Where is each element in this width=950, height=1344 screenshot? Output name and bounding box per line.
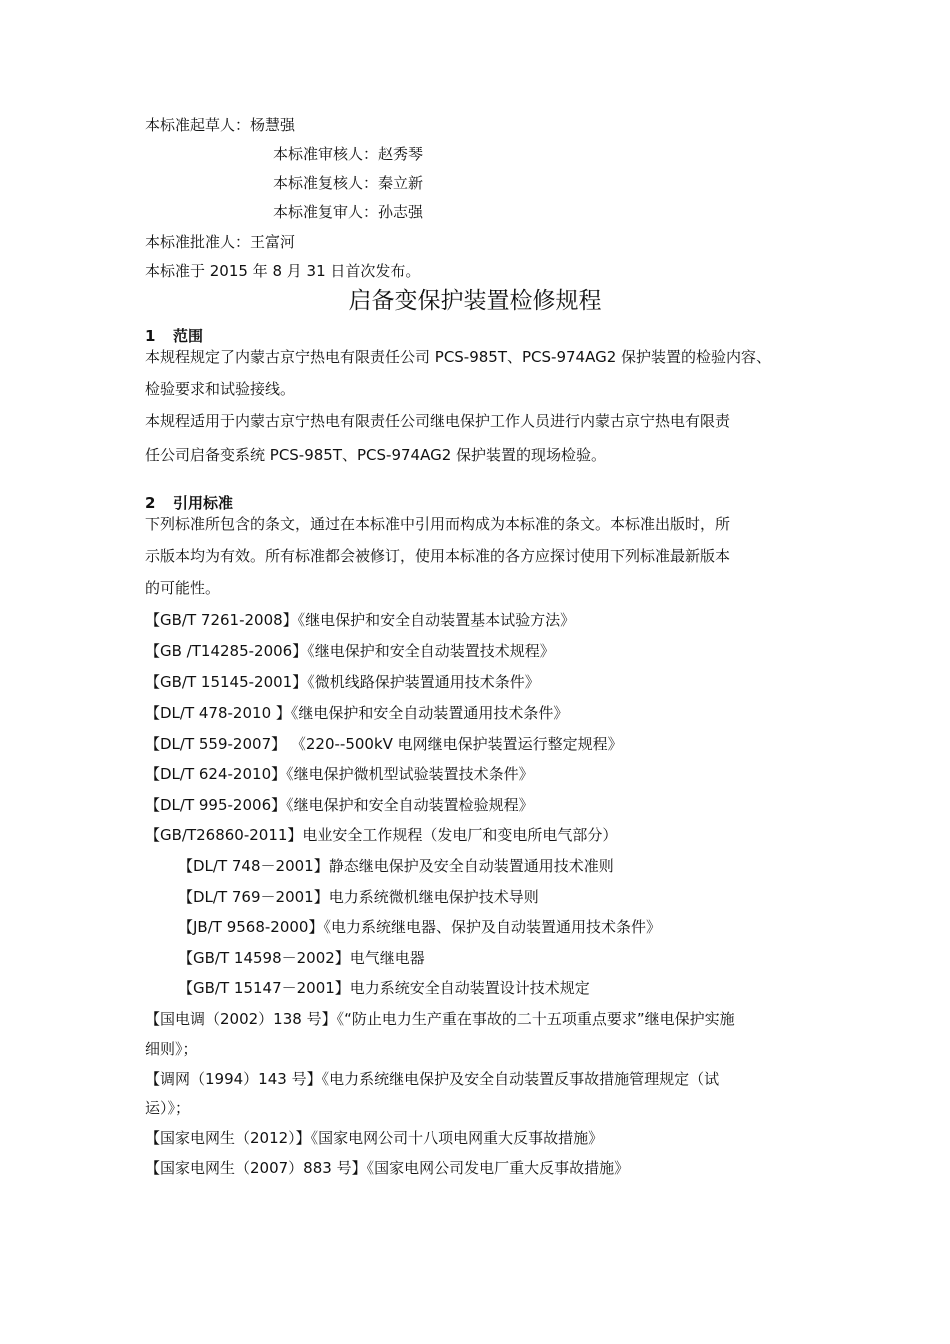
reference-item: 【GB /T14285-2006】《继电保护和安全自动装置技术规程》: [145, 642, 555, 660]
drafter-line: 本标准起草人：杨慧强: [145, 116, 296, 134]
reference-item: 【GB/T26860-2011】电业安全工作规程（发电厂和变电所电气部分）: [145, 826, 618, 844]
section-1-line: 检验要求和试验接线。: [145, 380, 296, 398]
rechecker-line: 本标准复核人：秦立新: [273, 174, 424, 192]
reference-item: 【JB/T 9568-2000】《电力系统继电器、保护及自动装置通用技术条件》: [178, 918, 661, 936]
reference-item: 【GB/T 15145-2001】《微机线路保护装置通用技术条件》: [145, 673, 540, 691]
reference-item-continued: 细则》；: [145, 1040, 198, 1058]
section-2-number: 2: [145, 494, 156, 512]
reference-item: 【DL/T 559-2007】 《220--500kV 电网继电保护装置运行整定规程》: [145, 735, 623, 753]
section-1-title: 范围: [173, 327, 204, 345]
reference-item: 【DL/T 748－2001】静态继电保护及安全自动装置通用技术准则: [178, 857, 614, 875]
reference-item: 【国家电网生（2007）883 号】《国家电网公司发电厂重大反事故措施》: [145, 1159, 630, 1177]
reference-item: 【GB/T 14598－2002】电气继电器: [178, 949, 425, 967]
reference-item: 【国家电网生（2012）】《国家电网公司十八项电网重大反事故措施》: [145, 1129, 604, 1147]
section-1-number: 1: [145, 327, 156, 345]
reference-item: 【DL/T 769－2001】电力系统微机继电保护技术导则: [178, 888, 539, 906]
reference-item: 【GB/T 7261-2008】《继电保护和安全自动装置基本试验方法》: [145, 611, 576, 629]
section-2-heading: [145, 493, 233, 513]
release-line: 本标准于 2015 年 8 月 31 日首次发布。: [145, 262, 421, 280]
section-1-line: 本规程规定了内蒙古京宁热电有限责任公司 PCS-985T、PCS-974AG2 保护装置的检验内容、: [145, 348, 772, 366]
section-1-line: 本规程适用于内蒙古京宁热电有限责任公司继电保护工作人员进行内蒙古京宁热电有限责: [145, 412, 731, 430]
section-2-title: 引用标准: [173, 494, 234, 512]
re-reviewer-line: 本标准复审人：孙志强: [273, 203, 424, 221]
approver-line: 本标准批准人：王富河: [145, 233, 296, 251]
section-1-line: 任公司启备变系统 PCS-985T、PCS-974AG2 保护装置的现场检验。: [145, 446, 607, 464]
section-2-intro-line: 下列标准所包含的条文，通过在本标准中引用而构成为本标准的条文。本标准出版时，所: [145, 515, 731, 533]
section-1-heading: [145, 326, 203, 346]
reference-item: 【调网（1994）143 号】《电力系统继电保护及安全自动装置反事故措施管理规定（试: [145, 1070, 720, 1088]
reviewer-line: 本标准审核人：赵秀琴: [273, 145, 424, 163]
reference-item: 【国电调（2002）138 号】《“防止电力生产重在事故的二十五项重点要求”继电保护实施: [145, 1010, 735, 1028]
reference-item: 【GB/T 15147－2001】电力系统安全自动装置设计技术规定: [178, 979, 590, 997]
section-2-intro-line: 的可能性。: [145, 579, 221, 597]
reference-item: 【DL/T 478-2010 】《继电保护和安全自动装置通用技术条件》: [145, 704, 569, 722]
section-2-intro-line: 示版本均为有效。所有标准都会被修订，使用本标准的各方应探讨使用下列标准最新版本: [145, 547, 731, 565]
reference-item: 【DL/T 624-2010】《继电保护微机型试验装置技术条件》: [145, 765, 534, 783]
reference-item: 【DL/T 995-2006】《继电保护和安全自动装置检验规程》: [145, 796, 534, 814]
reference-item-continued: 运）》；: [145, 1099, 191, 1117]
document-title: 启备变保护装置检修规程: [348, 288, 602, 314]
